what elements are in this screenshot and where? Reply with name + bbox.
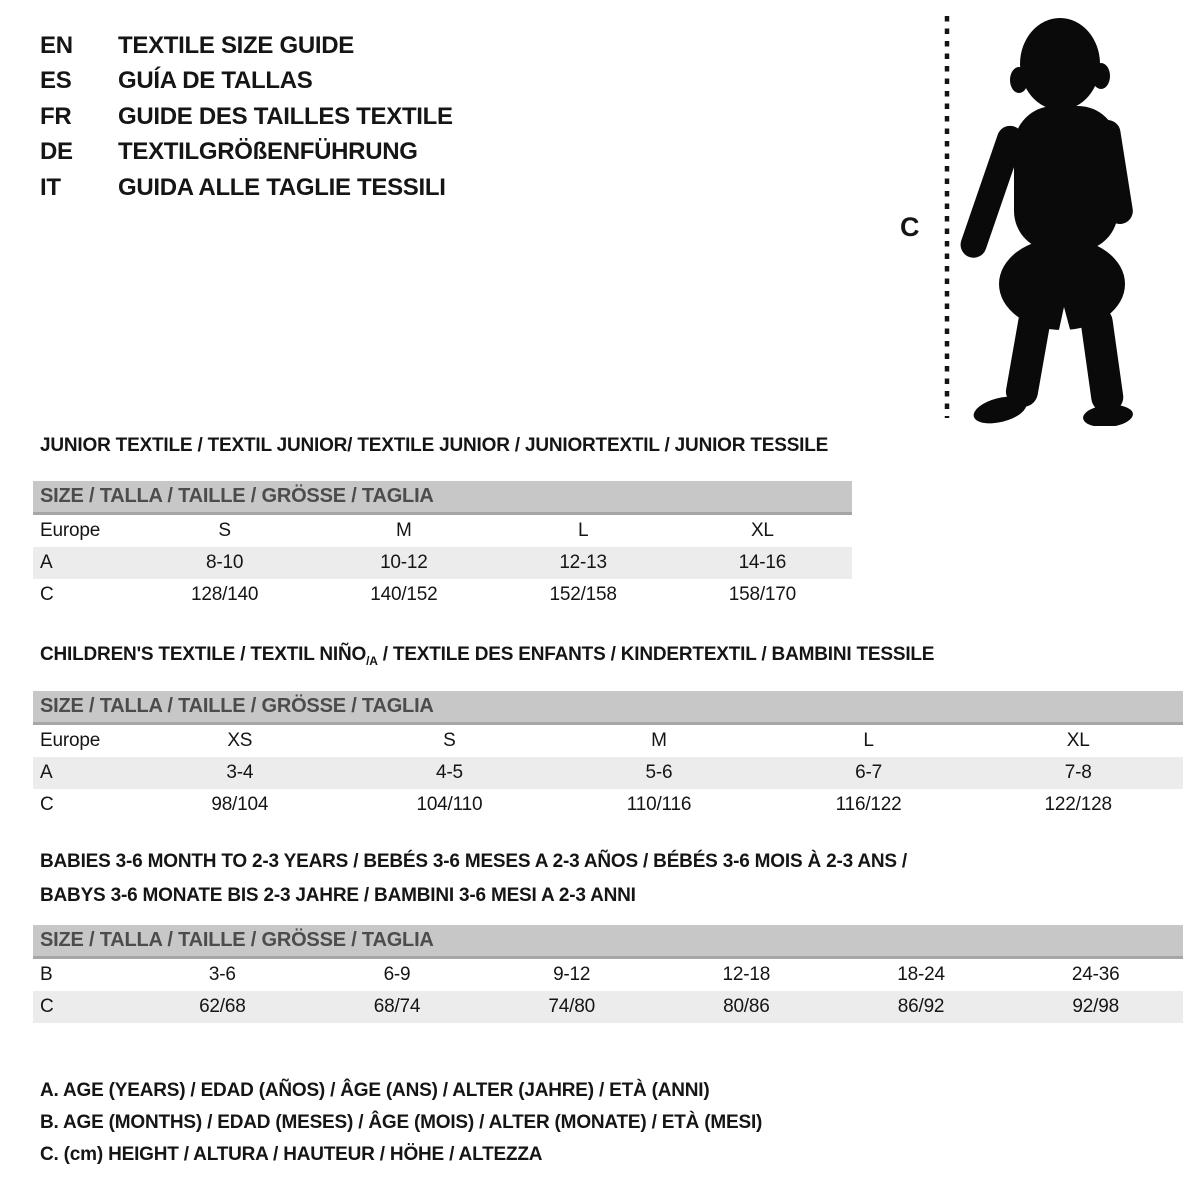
table-row-age (33, 757, 1183, 789)
cell: S (443, 730, 456, 751)
cell: 12-18 (722, 964, 771, 985)
row-label: B (40, 964, 53, 985)
toddler-silhouette-icon (958, 14, 1140, 426)
junior-section-heading: JUNIOR TEXTILE / TEXTIL JUNIOR/ TEXTILE JUNIOR / JUNIORTEXTIL / JUNIOR TESSILE (40, 435, 829, 456)
cell: 158/170 (728, 584, 797, 605)
heading-line-2: BABYS 3-6 MONATE BIS 2-3 JAHRE / BAMBINI 3-6 MESI A 2-3 ANNI (40, 885, 636, 906)
cell: 3-4 (226, 762, 254, 783)
cell: 18-24 (897, 964, 945, 985)
lang-row-en (40, 28, 453, 64)
cell: 8-10 (206, 552, 244, 573)
cell: 12-13 (559, 552, 607, 573)
lang-row-it (40, 170, 453, 206)
lang-code: EN (40, 31, 73, 59)
lang-title: GUIDA ALLE TAGLIE TESSILI (118, 173, 446, 201)
row-label: C (40, 794, 54, 815)
lang-code: IT (40, 173, 61, 201)
cell: M (651, 730, 667, 751)
cell: M (396, 520, 412, 541)
heading-subscript: /A (366, 653, 378, 668)
legend-line-b: B. AGE (MONTHS) / EDAD (MESES) / ÂGE (MOIS) / ALTER (MONATE) / ETÀ (MESI) (40, 1112, 763, 1133)
lang-row-es (40, 64, 453, 100)
row-label: C (40, 996, 54, 1017)
children-section-heading (40, 644, 934, 668)
cell: 128/140 (190, 584, 259, 605)
lang-code: FR (40, 102, 72, 130)
size-table-header: SIZE / TALLA / TAILLE / GRÖSSE / TAGLIA (33, 481, 852, 515)
lang-code: DE (40, 138, 73, 166)
table-row-height (33, 991, 1183, 1023)
table-row-europe (33, 725, 1183, 757)
cell: 116/122 (835, 794, 902, 815)
cell: 140/152 (370, 584, 438, 605)
height-measure-label: C (900, 212, 920, 242)
cell: L (577, 520, 589, 541)
size-table-header: SIZE / TALLA / TAILLE / GRÖSSE / TAGLIA (33, 925, 1183, 959)
heading-line-1: BABIES 3-6 MONTH TO 2-3 YEARS / BEBÉS 3-6 MESES A 2-3 AÑOS / BÉBÉS 3-6 MOIS À 2-3 ANS / (40, 851, 908, 872)
table-row-height (33, 789, 1183, 821)
junior-size-table (33, 481, 852, 611)
lang-title: GUÍA DE TALLAS (118, 67, 313, 95)
legend-line-a: A. AGE (YEARS) / EDAD (AÑOS) / ÂGE (ANS) / ALTER (JAHRE) / ETÀ (ANNI) (40, 1080, 710, 1101)
cell: 68/74 (373, 996, 421, 1017)
language-title-list (40, 28, 453, 206)
row-label: A (40, 552, 53, 573)
legend-line-c: C. (cm) HEIGHT / ALTURA / HAUTEUR / HÖHE / ALTEZZA (40, 1144, 543, 1165)
table-row-age-months (33, 959, 1183, 991)
cell: 9-12 (553, 964, 591, 985)
cell: 110/116 (626, 794, 692, 815)
cell: XL (750, 520, 774, 541)
cell: 74/80 (548, 996, 595, 1017)
babies-size-table (33, 925, 1183, 1023)
cell: 10-12 (380, 552, 428, 573)
height-measure-dashed-line (944, 16, 952, 418)
cell: 4-5 (435, 762, 463, 783)
size-table-header: SIZE / TALLA / TAILLE / GRÖSSE / TAGLIA (33, 691, 1183, 725)
lang-title: GUIDE DES TAILLES TEXTILE (118, 102, 453, 130)
cell: S (218, 520, 231, 541)
row-label: Europe (40, 730, 101, 751)
lang-title: TEXTILE SIZE GUIDE (118, 31, 354, 59)
cell: 7-8 (1064, 762, 1092, 783)
row-label: C (40, 584, 54, 605)
cell: 6-9 (383, 964, 411, 985)
cell: 104/110 (416, 794, 483, 815)
babies-section-heading (40, 845, 907, 913)
cell: 24-36 (1071, 964, 1120, 985)
cell: 5-6 (645, 762, 673, 783)
table-row-age (33, 547, 852, 579)
lang-title: TEXTILGRÖßENFÜHRUNG (118, 138, 418, 166)
measurement-legend (40, 1075, 762, 1171)
cell: 86/92 (897, 996, 945, 1017)
cell: 98/104 (211, 794, 269, 815)
cell: L (863, 730, 874, 751)
lang-row-fr (40, 99, 453, 135)
cell: XS (227, 730, 253, 751)
cell: 122/128 (1044, 794, 1112, 815)
cell: 3-6 (208, 964, 236, 985)
table-row-height (33, 579, 852, 611)
cell: 92/98 (1072, 996, 1119, 1017)
heading-text: / TEXTILE DES ENFANTS / KINDERTEXTIL / BAMBINI TESSILE (377, 644, 935, 665)
heading-text: CHILDREN'S TEXTILE / TEXTIL NIÑO (40, 644, 367, 665)
lang-row-de (40, 135, 453, 171)
cell: XL (1066, 730, 1090, 751)
children-size-table (33, 691, 1183, 821)
row-label: A (40, 762, 53, 783)
cell: 14-16 (738, 552, 787, 573)
cell: 62/68 (199, 996, 246, 1017)
row-label: Europe (40, 520, 101, 541)
table-row-europe (33, 515, 852, 547)
lang-code: ES (40, 67, 72, 95)
cell: 6-7 (855, 762, 883, 783)
cell: 152/158 (549, 584, 617, 605)
cell: 80/86 (723, 996, 770, 1017)
